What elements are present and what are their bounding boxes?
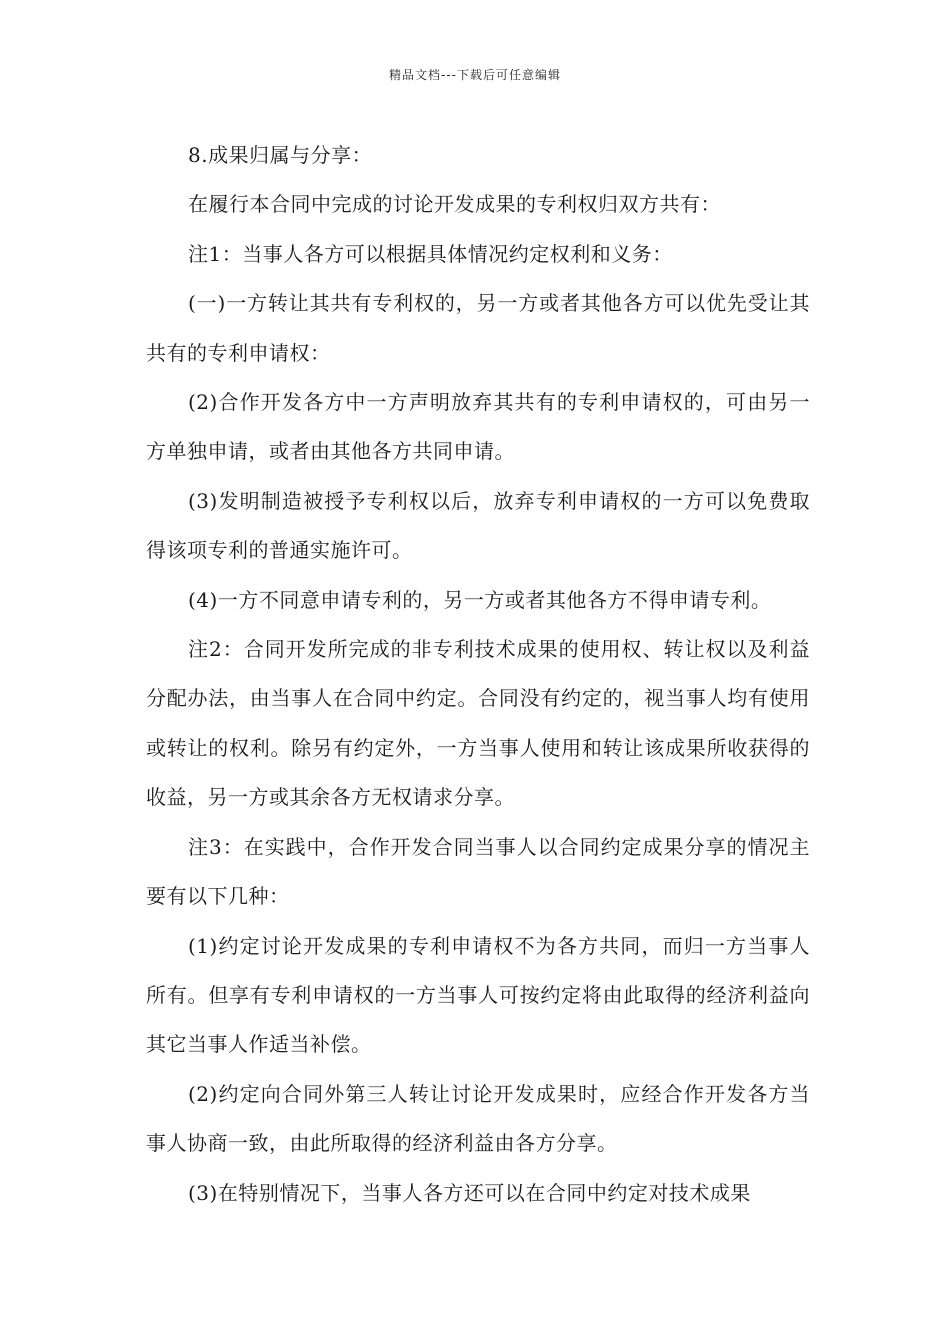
paragraph: (一)一方转让其共有专利权的，另一方或者其他各方可以优先受让其共有的专利申请权： xyxy=(146,291,810,365)
paragraph: (3)在特别情况下，当事人各方还可以在合同中约定对技术成果 xyxy=(188,1180,751,1205)
paragraph: (2)约定向合同外第三人转让讨论开发成果时，应经合作开发各方当事人协商一致，由此所取得的经济利益由各方分享。 xyxy=(146,1081,810,1156)
paragraph: (3)发明制造被授予专利权以后，放弃专利申请权的一方可以免费取得该项专利的普通实施许可。 xyxy=(146,488,810,563)
paragraph: 在履行本合同中完成的讨论开发成果的专利权归双方共有： xyxy=(188,192,721,217)
note-paragraph: 注3：在实践中，合作开发合同当事人以合同约定成果分享的情况主要有以下几种： xyxy=(146,834,810,909)
document-body xyxy=(146,131,810,1218)
paragraph: (1)约定讨论开发成果的专利申请权不为各方共同，而归一方当事人所有。但享有专利申请权的一方当事人可按约定将由此取得的经济利益向其它当事人作适当补偿。 xyxy=(146,933,810,1057)
page-header: 精品文档---下载后可任意编辑 xyxy=(389,68,561,82)
note-paragraph: 注2：合同开发所完成的非专利技术成果的使用权、转让权以及利益分配办法，由当事人在合同中约定。合同没有约定的，视当事人均有使用或转让的权利。除另有约定外，一方当事人使用和转让该成果所收获得的收益，另一方或其余各方无权请求分享。 xyxy=(146,637,810,810)
paragraph: (2)合作开发各方中一方声明放弃其共有的专利申请权的，可由另一方单独申请，或者由其他各方共同申请。 xyxy=(146,390,810,464)
section-heading: 8.成果归属与分享： xyxy=(188,143,373,167)
paragraph: (4)一方不同意申请专利的，另一方或者其他各方不得申请专利。 xyxy=(188,587,772,612)
note-paragraph: 注1：当事人各方可以根据具体情况约定权利和义务： xyxy=(188,241,673,266)
